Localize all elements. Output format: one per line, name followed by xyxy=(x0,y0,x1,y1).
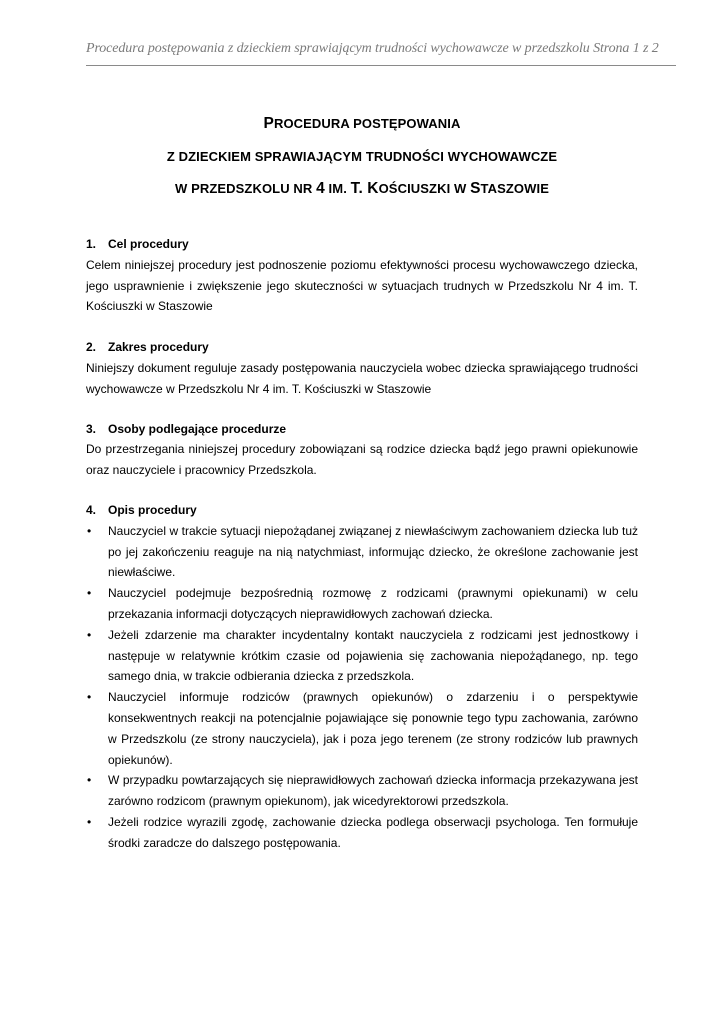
section-body-osoby: Do przestrzegania niniejszej procedury zobowiązani są rodzice dziecka bądź jego prawni opiekunowie oraz nauczyciele i pracownicy Przedszkola. xyxy=(86,442,638,478)
procedure-bullet-list xyxy=(86,521,638,854)
section-heading-cel: 1. Cel procedury xyxy=(86,237,189,251)
running-header: Procedura postępowania z dzieckiem sprawiającym trudności wychowawcze w przedszkolu Strona 1 z 2 xyxy=(86,41,659,56)
list-item: • Jeżeli zdarzenie ma charakter incydentalny kontakt nauczyciela z rodzicami jest jednostkowy i następuje w relatywnie krótkim czasie od pojawienia się zachowania niepożądanego, np. tego samego dnia, w trakcie odbierania dziecka z przedszkola. xyxy=(86,625,638,687)
title-line-3: W PRZEDSZKOLU NR 4 IM. T. KOŚCIUSZKI W STASZOWIE xyxy=(175,180,549,197)
title-line-1: PROCEDURA POSTĘPOWANIA xyxy=(263,115,461,132)
bullet-icon: • xyxy=(87,523,92,538)
bullet-icon: • xyxy=(87,773,92,788)
bullet-icon: • xyxy=(87,814,92,829)
document-title xyxy=(86,116,638,197)
header-divider xyxy=(86,65,676,66)
bullet-icon: • xyxy=(87,586,92,601)
section-body-cel: Celem niniejszej procedury jest podnoszenie poziomu efektywności procesu wychowawczego dziecka, jego usprawnienie i zwiększenie jego skuteczności w sytuacjach trudnych w Przedszkolu Nr 4 im. T. Kościuszki w Staszowie xyxy=(86,257,638,314)
section-body-zakres: Niniejszy dokument reguluje zasady postępowania nauczyciela wobec dziecka sprawiającego trudności wychowawcze w Przedszkolu Nr 4 im. T. Kościuszki w Staszowie xyxy=(86,360,638,396)
title-line-2: Z DZIECKIEM SPRAWIAJĄCYM TRUDNOŚCI WYCHOWAWCZE xyxy=(166,149,558,164)
section-heading-opis: 4. Opis procedury xyxy=(86,502,197,517)
list-item: • Nauczyciel informuje rodziców (prawnych opiekunów) o zdarzeniu i o perspektywie konsekwentnych reakcji na potencjalnie pojawiające się ponownie tego typu zachowania, zarówno w Przedszkolu (ze strony nauczyciela), jak i poza jego terenem (ze strony rodziców lub prawnych opiekunów). xyxy=(86,687,638,770)
list-item: • Nauczyciel podejmuje bezpośrednią rozmowę z rodzicami (prawnymi opiekunami) w celu przekazania informacji dotyczących nieprawidłowych zachowań dziecka. xyxy=(86,583,638,625)
document-body xyxy=(86,234,638,854)
list-item: • Jeżeli rodzice wyrazili zgodę, zachowanie dziecka podlega obserwacji psychologa. Ten formułuje środki zaradcze do dalszego postępowania. xyxy=(86,812,638,854)
list-item: • W przypadku powtarzających się nieprawidłowych zachowań dziecka informacja przekazywana jest zarówno rodzicom (prawnym opiekunom), jak wicedyrektorowi przedszkola. xyxy=(86,770,638,812)
section-heading-osoby: 3. Osoby podlegające procedurze xyxy=(86,421,287,436)
bullet-icon: • xyxy=(87,690,92,705)
list-item: • Nauczyciel w trakcie sytuacji niepożądanej związanej z niewłaściwym zachowaniem dziecka lub tuż po jej zakończeniu reaguje na nią natychmiast, informując dziecko, że określone zachowanie jest niewłaściwe. xyxy=(86,521,638,583)
section-heading-zakres: 2. Zakres procedury xyxy=(86,340,209,355)
bullet-icon: • xyxy=(87,627,92,642)
